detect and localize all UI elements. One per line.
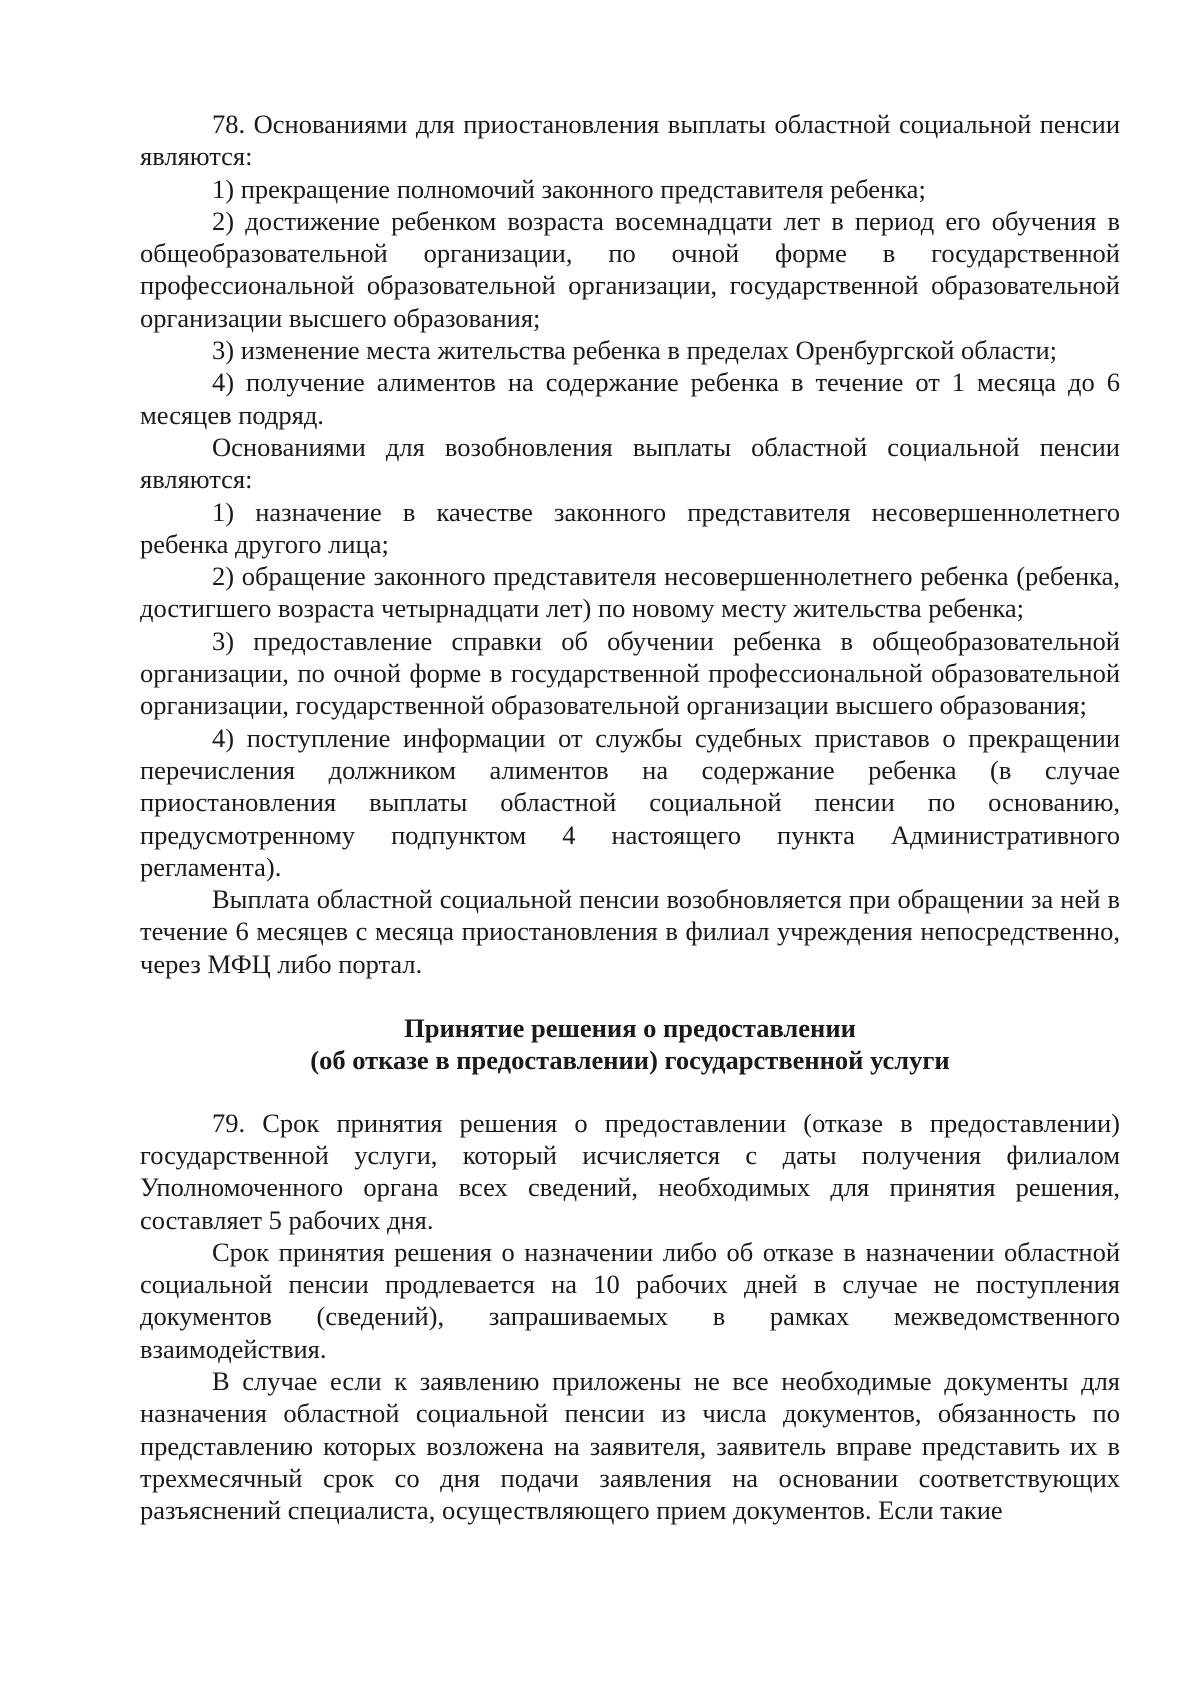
spacer — [140, 1077, 1120, 1107]
paragraph-78-item-3: 3) изменение места жительства ребенка в пределах Оренбургской области; — [212, 335, 1057, 366]
paragraph-resumption-item-2: 2) обращение законного представителя несовершеннолетнего ребенка (ребенка, достигшего возраста четырнадцати лет) по новому месту жительства ребенка; — [140, 561, 1120, 624]
paragraph-78-item-1: 1) прекращение полномочий законного представителя ребенка; — [212, 173, 926, 204]
section-heading-line-1: Принятие решения о предоставлении — [404, 1013, 856, 1044]
paragraph-79-missing-documents: В случае если к заявлению приложены не все необходимые документы для назначения областной социальной пенсии из числа документов, обязанность по представлению которых возложена на заявителя, заявитель вправе представить их в трехмесячный срок со дня подачи заявления на основании соответствующих разъяснений специалиста, осуществляющего прием документов. Если такие — [140, 1365, 1120, 1526]
paragraph-78-intro: 78. Основаниями для приостановления выплаты областной социальной пенсии являются: — [140, 109, 1120, 172]
section-heading — [140, 1012, 1120, 1077]
paragraph-resumption-payment: Выплата областной социальной пенсии возобновляется при обращении за ней в течение 6 месяцев с месяца приостановления в филиал учреждения непосредственно, через МФЦ либо портал. — [140, 884, 1120, 979]
document-page — [140, 108, 1120, 1526]
paragraph-78-item-4: 4) получение алиментов на содержание ребенка в течение от 1 месяца до 6 месяцев подряд. — [140, 367, 1120, 430]
paragraph-79-extension: Срок принятия решения о назначении либо об отказе в назначении областной социальной пенсии продлевается на 10 рабочих дней в случае не поступления документов (сведений), запрашиваемых в рамках межведомственного взаимодействия. — [140, 1236, 1120, 1364]
paragraph-79: 79. Срок принятия решения о предоставлении (отказе в предоставлении) государственной услуги, который исчисляется с даты получения филиалом Уполномоченного органа всех сведений, необходимых для принятия решения, составляет 5 рабочих дня. — [140, 1107, 1120, 1235]
paragraph-resumption-item-3: 3) предоставление справки об обучении ребенка в общеобразовательной организации, по очной форме в государственной профессиональной образовательной организации, государственной образовательной организации высшего образования; — [140, 625, 1120, 721]
spacer — [140, 980, 1120, 1012]
section-heading-line-2: (об отказе в предоставлении) государственной услуги — [310, 1045, 950, 1076]
paragraph-resumption-intro: Основаниями для возобновления выплаты областной социальной пенсии являются: — [140, 431, 1120, 495]
paragraph-resumption-item-4: 4) поступление информации от службы судебных приставов о прекращении перечисления должником алиментов на содержание ребенка (в случае приостановления выплаты областной социальной пенсии по основанию, предусмотренному подпунктом 4 настоящего пункта Административного регламента). — [140, 722, 1120, 882]
paragraph-78-item-2: 2) достижение ребенком возраста восемнадцати лет в период его обучения в общеобразовательной организации, по очной форме в государственной профессиональной образовательной организации, государственной образовательной организации высшего образования; — [140, 205, 1120, 333]
paragraph-resumption-item-1: 1) назначение в качестве законного представителя несовершеннолетнего ребенка другого лица; — [140, 496, 1120, 559]
